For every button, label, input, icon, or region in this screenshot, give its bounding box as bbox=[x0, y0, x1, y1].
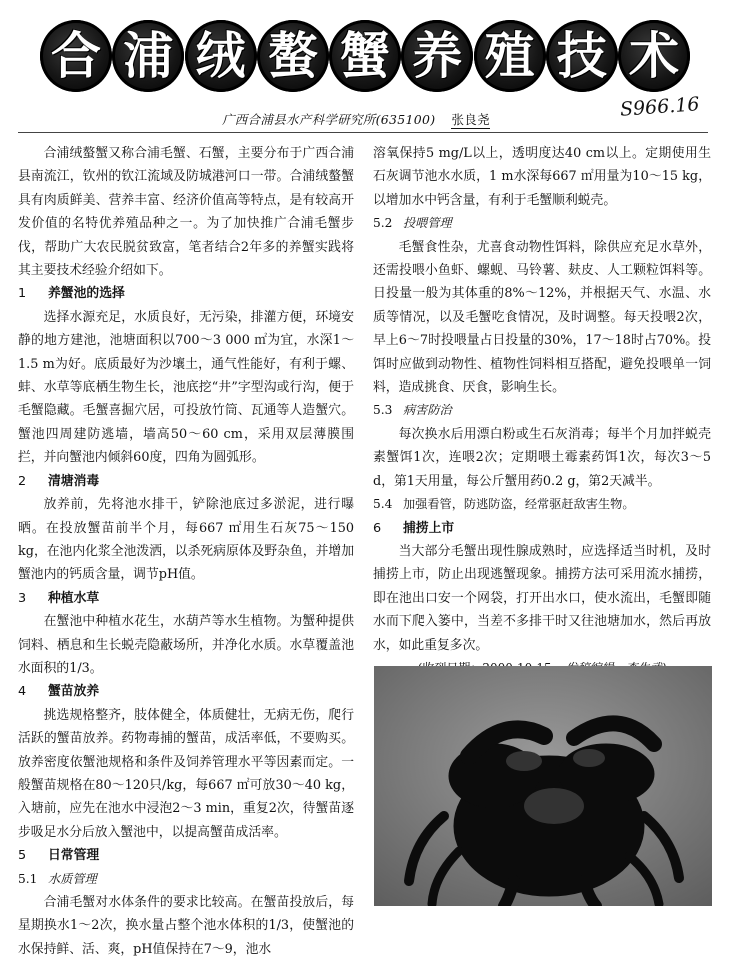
section-heading-2 bbox=[18, 470, 354, 493]
byline bbox=[222, 110, 490, 128]
intro-paragraph: 合浦绒螯蟹又称合浦毛蟹、石蟹，主要分布于广西合浦县南流江，钦州的钦江流域及防城港河口一带。合浦绒螯蟹具有肉质鲜美、营养丰富、经济价值高等特点，是有较高开发价值的名特优养殖品种之一。为了加快推广合浦毛蟹步伐，帮助广大农民脱贫致富，笔者结合2年多的养蟹实践将其主要技术经验介绍如下。 bbox=[18, 146, 354, 279]
handwritten-classification: S966.16 bbox=[619, 93, 701, 121]
section-1-text: 选择水源充足，水质良好，无污染，排灌方便，环境安静的地方建池，池塘面积以700～3 000 ㎡为宜，水深1～1.5 m为好。底质最好为沙壤土，通气性能好，有利于螺、蚌、水草等底栖生物生长，池底挖“井”字型沟或行沟，便于毛蟹隐藏。毛蟹喜掘穴居，可投放竹筒、瓦通等人造蟹穴。蟹池四周建防逃墙，墙高50～60 cm，采用双层薄膜围拦，并向蟹池内倾斜60度，四角为圆弧形。 bbox=[18, 309, 354, 466]
section-title: 清塘消毒 bbox=[48, 473, 100, 489]
title-char: 螯 bbox=[257, 20, 329, 92]
title-char: 浦 bbox=[112, 20, 184, 92]
section-3-text: 在蟹池中种植水花生，水葫芦等水生植物。为蟹种提供饲料、栖息和生长蜕壳隐蔽场所，并净化水质。水草覆盖池水面积的1/3。 bbox=[18, 614, 354, 676]
section-heading-5 bbox=[18, 844, 354, 867]
section-heading-4 bbox=[18, 680, 354, 703]
subsection-5-4 bbox=[373, 493, 711, 516]
section-number: 1 bbox=[18, 286, 27, 302]
subsection-number: 5.1 bbox=[18, 871, 38, 886]
section-title: 日常管理 bbox=[48, 848, 100, 864]
subsection-5-2-text: 毛蟹食性杂，尤喜食动物性饵料，除供应充足水草外，还需投喂小鱼虾、螺蚬、马铃薯、麸皮、人工颗粒饵料等。日投量一般为其体重的8%～12%，并根据天气、水温、水质等情况，以及毛蟹吃食情况，及时调整。每天投喂2次，早上6～7时投喂量占日投量的30%，17～18时占70%。投饵时应做到动物性、植物性饲料相互搭配，避免投喂单一饲料，造成挑食、厌食，影响生长。 bbox=[373, 239, 711, 396]
subsection-heading-5-3 bbox=[373, 399, 711, 422]
section-title: 蟹苗放养 bbox=[48, 684, 100, 700]
title-char: 养 bbox=[401, 20, 473, 92]
affiliation: 广西合浦县水产科学研究所(635100) bbox=[222, 112, 436, 127]
section-number: 3 bbox=[18, 590, 27, 606]
section-title: 捕捞上市 bbox=[403, 520, 455, 536]
title-char: 殖 bbox=[474, 20, 546, 92]
left-column bbox=[18, 142, 354, 961]
subsection-heading-5-1 bbox=[18, 868, 354, 891]
section-heading-3 bbox=[18, 587, 354, 610]
subsection-number: 5.2 bbox=[373, 216, 393, 231]
subsection-number: 5.4 bbox=[373, 497, 393, 512]
section-number: 6 bbox=[373, 520, 382, 536]
title-char: 绒 bbox=[185, 20, 257, 92]
subsection-title: 病害防治 bbox=[403, 403, 452, 418]
subsection-5-1-continued: 溶氧保持5 mg/L以上，透明度达40 cm以上。定期使用生石灰调节池水水质，1 m水深每667 ㎡用量为10～15 kg，以增加水中钙含量，有利于毛蟹顺利蜕壳。 bbox=[373, 146, 711, 208]
subsection-text: 加强看管，防逃防盗，经常驱赶敌害生物。 bbox=[403, 497, 635, 512]
subsection-title: 水质管理 bbox=[48, 871, 97, 886]
title-char: 合 bbox=[40, 20, 112, 92]
section-6-text: 当大部分毛蟹出现性腺成熟时，应选择适当时机，及时捕捞上市，防止出现逃蟹现象。捕捞方法可采用流水捕捞，即在池出口安一个网袋，打开出水口，使水流出，毛蟹即随水而下爬入篓中，当差不多排干时又往池塘加水，然后再放水，如此重复多次。 bbox=[373, 543, 711, 653]
subsection-number: 5.3 bbox=[373, 403, 393, 418]
header-divider bbox=[18, 132, 708, 133]
subsection-5-1-text: 合浦毛蟹对水体条件的要求比较高。在蟹苗投放后，每星期换水1～2次，换水量占整个池水体积的1/3，使蟹池的水保持鲜、活、爽，pH值保持在7～9，池水 bbox=[18, 895, 354, 957]
section-heading-1 bbox=[18, 282, 354, 305]
section-title: 种植水草 bbox=[48, 590, 100, 606]
section-number: 4 bbox=[18, 684, 27, 700]
section-2-text: 放养前，先将池水排干，铲除池底过多淤泥，进行曝晒。在投放蟹苗前半个月，每667 ㎡用生石灰75～150 kg，在池内化浆全池泼洒，以杀死病原体及野杂鱼，并增加蟹池内的钙质含量，调节pH值。 bbox=[18, 497, 354, 583]
author-name: 张良尧 bbox=[451, 112, 490, 127]
title-char: 术 bbox=[618, 20, 690, 92]
subsection-heading-5-2 bbox=[373, 212, 711, 235]
article-title bbox=[40, 10, 690, 102]
title-char: 技 bbox=[546, 20, 618, 92]
section-title: 养蟹池的选择 bbox=[48, 286, 125, 302]
section-number: 5 bbox=[18, 848, 27, 864]
right-column bbox=[373, 142, 711, 680]
section-number: 2 bbox=[18, 473, 27, 489]
section-4-text: 挑选规格整齐，肢体健全，体质健壮，无病无伤，爬行活跃的蟹苗放养。药物毒捕的蟹苗，成活率低，不要购买。放养密度依蟹池规格和条件及饲养管理水平等因素而定。一般蟹苗规格在80～120只/kg，每667 ㎡可放30～40 kg，入塘前，应先在池水中浸泡2～3 min，重复2次，待蟹苗逐步吸足水分后放入蟹池中，以提高蟹苗成活率。 bbox=[18, 707, 354, 840]
crab-photo-art bbox=[374, 666, 712, 906]
subsection-title: 投喂管理 bbox=[403, 216, 452, 231]
section-heading-6 bbox=[373, 517, 711, 540]
crab-photo bbox=[374, 666, 712, 906]
subsection-5-3-text: 每次换水后用漂白粉或生石灰消毒；每半个月加拌蜕壳素蟹饵1次，连喂2次；定期喂土霉素药饵1次，每次3～5 d，第1天用量，每公斤蟹用药0.2 g，第2天减半。 bbox=[373, 426, 711, 489]
title-char: 蟹 bbox=[329, 20, 401, 92]
